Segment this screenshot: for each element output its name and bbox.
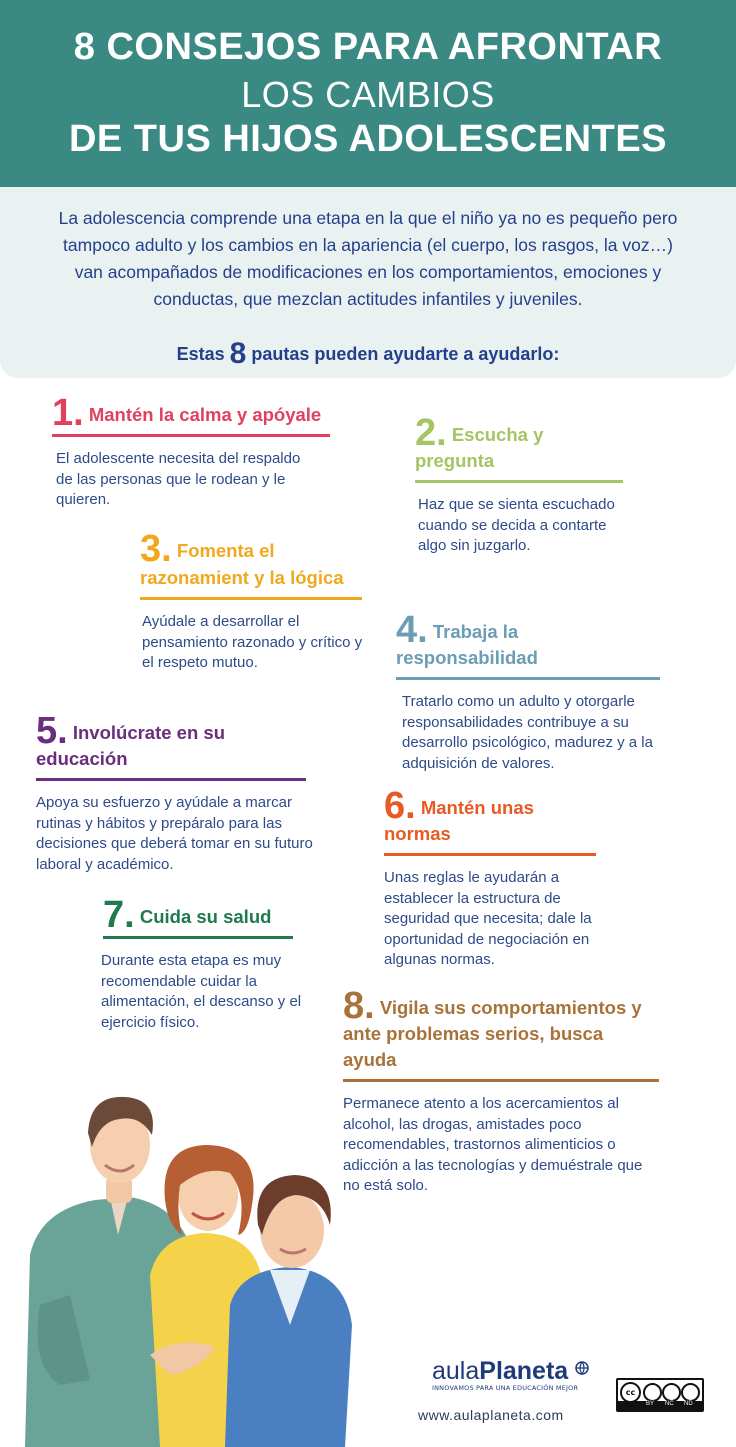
tip-title-text: Mantén unas normas <box>384 797 534 844</box>
cc-icon: cc <box>620 1382 641 1403</box>
tip-body: Haz que se sienta escuchado cuando se decida a contarte algo sin juzgarlo. <box>418 496 615 554</box>
tip-title-text: Vigila sus comportamientos y ante problemas serios, busca ayuda <box>343 997 642 1070</box>
equals-icon <box>681 1383 700 1402</box>
tip-title-text: Involúcrate en su educación <box>36 722 225 769</box>
person-icon <box>643 1383 662 1402</box>
tip-1 <box>52 392 330 511</box>
tip-7 <box>101 894 302 1033</box>
tip-number: 5. <box>36 710 68 752</box>
tip-body: Ayúdale a desarrollar el pensamiento razonado y crítico y el respeto mutuo. <box>142 613 363 671</box>
brand-tagline: INNOVAMOS PARA UNA EDUCACIÓN MEJOR <box>432 1384 579 1392</box>
tip-body: Apoya su esfuerzo y ayúdale a marcar rutinas y hábitos y prepáralo para las decisiones que deberá tomar en su futuro laboral y académico. <box>36 794 313 873</box>
tip-body: Durante esta etapa es muy recomendable cuidar la alimentación, el descanso y el ejercicio físico. <box>101 952 302 1031</box>
tip-title <box>140 528 362 600</box>
license-nc: NC <box>665 1401 674 1407</box>
tip-title-text: Escucha y pregunta <box>415 424 544 471</box>
tip-title-text: Mantén la calma y apóyale <box>88 404 322 425</box>
intro-lead-post: pautas pueden ayudarte a ayudarlo: <box>251 344 560 364</box>
brand-name-b: Planeta <box>479 1357 569 1385</box>
title-line-3: DE TUS HIJOS ADOLESCENTES <box>68 118 668 160</box>
tip-number: 2. <box>415 412 447 454</box>
tip-title <box>103 894 293 939</box>
tip-number: 1. <box>52 392 84 434</box>
tip-number: 7. <box>103 894 135 936</box>
intro-lead-pre: Estas <box>176 344 225 364</box>
tip-body: Unas reglas le ayudarán a establecer la estructura de seguridad que necesita; dale la oportunidad de negociación en algunas normas. <box>384 869 592 968</box>
license-by: BY <box>646 1401 655 1407</box>
website-link[interactable]: www.aulaplaneta.com <box>418 1407 564 1423</box>
globe-icon <box>575 1361 589 1375</box>
intro-lead <box>0 337 736 371</box>
tip-title <box>415 412 623 483</box>
tip-number: 3. <box>140 528 172 570</box>
tip-title-text: Cuida su salud <box>139 906 272 927</box>
tip-title <box>52 392 330 437</box>
title-line-2: LOS CAMBIOS <box>241 74 495 115</box>
tip-title-text: Fomenta el razonamient y la lógica <box>140 540 344 588</box>
tip-title <box>343 985 659 1082</box>
tip-title-text: Trabaja la responsabilidad <box>396 621 538 668</box>
brand-name-a: aula <box>432 1357 480 1385</box>
intro-text: La adolescencia comprende una etapa en la que el niño ya no es pequeño pero tampoco adulto y los cambios en la apariencia (el cuerpo, los rasgos, la voz…) van acompañados de modificaciones en los comportamientos, emociones y conductas, que mezclan actitudes infantiles y juveniles. <box>58 208 678 309</box>
tip-4 <box>396 609 660 774</box>
intro-lead-number: 8 <box>229 337 247 370</box>
family-illustration <box>0 1085 380 1447</box>
tip-title <box>384 785 596 856</box>
tip-body: Tratarlo como un adulto y otorgarle responsabilidades contribuye a su desarrollo psicológico, madurez y a la adquisición de valores. <box>402 693 653 772</box>
cc-license-badge <box>616 1378 704 1412</box>
tip-number: 8. <box>343 985 375 1027</box>
brand-logo <box>432 1357 602 1392</box>
tip-title <box>396 609 660 680</box>
tip-8 <box>343 985 659 1197</box>
tip-3 <box>140 528 363 674</box>
tip-2 <box>415 412 623 557</box>
tip-number: 6. <box>384 785 416 827</box>
tip-body: Permanece atento a los acercamientos al alcohol, las drogas, amistades poco recomendables, trastornos alimenticios o adicción a las tecnologías y demuéstrale que no está solo. <box>343 1095 643 1194</box>
license-labels <box>618 1401 702 1410</box>
tip-number: 4. <box>396 609 428 651</box>
license-nd: ND <box>684 1401 693 1407</box>
title-line-1: 8 CONSEJOS PARA AFRONTAR <box>73 26 663 68</box>
tip-6 <box>384 785 596 971</box>
tip-title <box>36 710 306 781</box>
no-money-icon <box>662 1383 681 1402</box>
header-banner <box>0 0 736 187</box>
tip-5 <box>36 710 313 875</box>
intro-panel <box>0 187 736 378</box>
tip-body: El adolescente necesita del respaldo de las personas que le rodean y le quieren. <box>56 450 301 508</box>
